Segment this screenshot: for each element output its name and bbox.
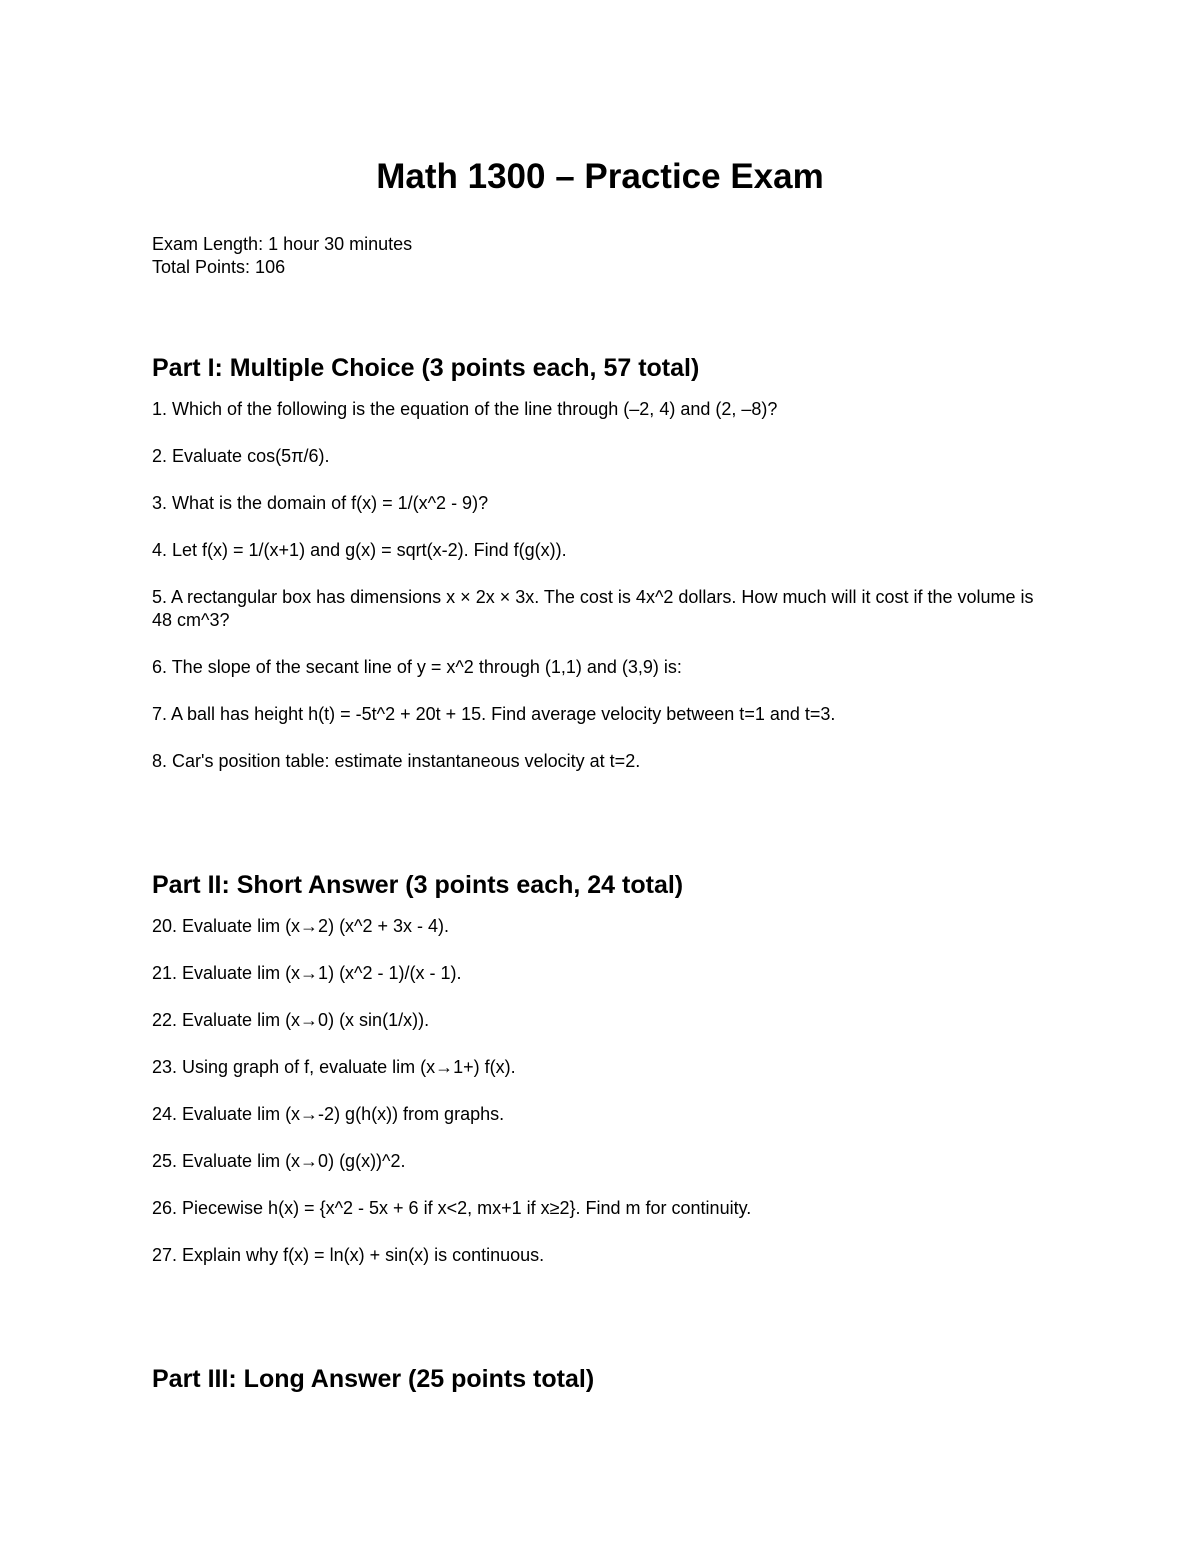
part2-heading: Part II: Short Answer (3 points each, 24 total) (152, 871, 684, 899)
question-item: 25. Evaluate lim (x→0) (g(x))^2. (152, 1151, 406, 1171)
question-item: 21. Evaluate lim (x→1) (x^2 - 1)/(x - 1). (152, 963, 462, 983)
question-item: 24. Evaluate lim (x→-2) g(h(x)) from graphs. (152, 1104, 505, 1124)
part3-heading: Part III: Long Answer (25 points total) (152, 1365, 595, 1393)
question-item: 1. Which of the following is the equation of the line through (–2, 4) and (2, –8)? (152, 399, 778, 419)
question-item: 4. Let f(x) = 1/(x+1) and g(x) = sqrt(x-2). Find f(g(x)). (152, 540, 567, 560)
question-item: 27. Explain why f(x) = ln(x) + sin(x) is continuous. (152, 1245, 545, 1265)
question-item: 5. A rectangular box has dimensions x × 2x × 3x. The cost is 4x^2 dollars. How much will it cost if the volume is 48 cm^3? (152, 587, 1034, 630)
part1-question-list (152, 398, 1052, 797)
page-title: Math 1300 – Practice Exam (376, 157, 824, 196)
question-item: 23. Using graph of f, evaluate lim (x→1+) f(x). (152, 1057, 516, 1077)
question-item: 26. Piecewise h(x) = {x^2 - 5x + 6 if x<2, mx+1 if x≥2}. Find m for continuity. (152, 1198, 752, 1218)
question-item: 20. Evaluate lim (x→2) (x^2 + 3x - 4). (152, 916, 450, 936)
question-item: 22. Evaluate lim (x→0) (x sin(1/x)). (152, 1010, 430, 1030)
total-points: Total Points: 106 (152, 257, 286, 277)
question-item: 2. Evaluate cos(5π/6). (152, 446, 330, 466)
question-item: 3. What is the domain of f(x) = 1/(x^2 - 9)? (152, 493, 489, 513)
question-item: 7. A ball has height h(t) = -5t^2 + 20t + 15. Find average velocity between t=1 and t=3. (152, 704, 836, 724)
part1-heading: Part I: Multiple Choice (3 points each, 57 total) (152, 354, 700, 382)
question-item: 8. Car's position table: estimate instantaneous velocity at t=2. (152, 751, 641, 771)
part2-question-list (152, 915, 1052, 1291)
question-item: 6. The slope of the secant line of y = x^2 through (1,1) and (3,9) is: (152, 657, 682, 677)
exam-length: Exam Length: 1 hour 30 minutes (152, 234, 413, 254)
exam-info (152, 233, 412, 279)
